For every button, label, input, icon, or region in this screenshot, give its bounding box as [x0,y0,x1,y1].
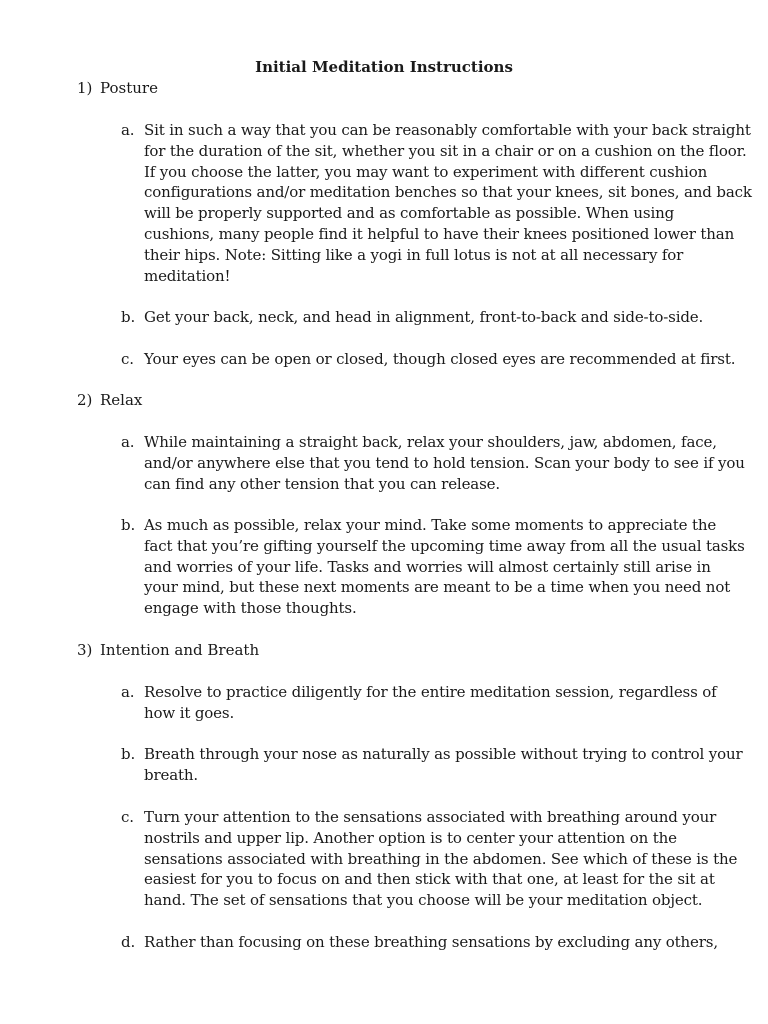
section-heading-text: Relax [100,391,143,409]
section-heading-posture [77,78,158,98]
text-line: easiest for you to focus on and then stick with that one, at least for the sit at [144,870,715,889]
section-number: 2) [77,391,93,409]
text-line: configurations and/or meditation benches so that your knees, sit bones, and back [144,183,752,202]
text-line: Breath through your nose as naturally as possible without trying to control your [144,745,743,763]
section-heading-intention-and-breath [77,640,259,660]
section-heading-relax [77,390,142,410]
item-text [144,515,744,619]
text-line: nostrils and upper lip. Another option is to center your attention on the [144,828,677,847]
item-letter: d. [121,933,136,951]
text-line: for the duration of the sit, whether you sit in a chair or on a cushion on the floor. [144,141,747,160]
text-line: cushions, many people find it helpful to have their knees positioned lower than [144,224,735,243]
text-line: how it goes. [144,703,235,722]
text-line: and/or anywhere else that you tend to hold tension. Scan your body to see if you [144,453,745,472]
text-line: breath. [144,765,198,784]
text-line: Resolve to practice diligently for the entire meditation session, regardless of [144,683,717,701]
item-letter: c. [121,808,134,826]
item-letter: a. [121,683,135,701]
text-line: hand. The set of sensations that you choose will be your meditation object. [144,891,703,910]
text-line: If you choose the latter, you may want to experiment with different cushion [144,162,708,181]
text-line: sensations associated with breathing in the abdomen. See which of these is the [144,849,738,868]
section-number: 3) [77,641,93,659]
item-text [144,307,744,328]
item-letter: c. [121,350,134,368]
document-title: Initial Meditation Instructions [255,58,513,76]
text-line: As much as possible, relax your mind. Take some moments to appreciate the [144,516,717,534]
item-text [144,932,744,953]
section-number: 1) [77,79,93,97]
section-heading-text: Posture [100,79,158,97]
text-line: your mind, but these next moments are meant to be a time when you need not [144,578,731,597]
item-letter: a. [121,433,135,451]
item-letter: b. [121,308,136,326]
item-text [144,744,744,786]
text-line: can find any other tension that you can release. [144,474,500,493]
text-line: meditation! [144,266,231,285]
text-line: Turn your attention to the sensations associated with breathing around your [144,808,717,826]
text-line: Rather than focusing on these breathing sensations by excluding any others, [144,933,718,951]
text-line: their hips. Note: Sitting like a yogi in full lotus is not at all necessary for [144,245,684,264]
text-line: engage with those thoughts. [144,599,357,618]
text-line: fact that you’re gifting yourself the upcoming time away from all the usual tasks [144,536,745,555]
text-line: will be properly supported and as comfortable as possible. When using [144,204,675,223]
text-line: Get your back, neck, and head in alignment, front-to-back and side-to-side. [144,308,704,326]
section-heading-text: Intention and Breath [100,641,260,659]
text-line: and worries of your life. Tasks and worries will almost certainly still arise in [144,557,711,576]
item-text [144,432,744,494]
item-letter: a. [121,121,135,139]
item-letter: b. [121,516,136,534]
item-text [144,349,744,370]
text-line: Your eyes can be open or closed, though closed eyes are recommended at first. [144,350,736,368]
item-text [144,807,744,911]
text-line: Sit in such a way that you can be reasonably comfortable with your back straight [144,121,751,139]
item-letter: b. [121,745,136,763]
item-text [144,120,752,286]
item-text [144,682,744,724]
text-line: While maintaining a straight back, relax your shoulders, jaw, abdomen, face, [144,433,717,451]
